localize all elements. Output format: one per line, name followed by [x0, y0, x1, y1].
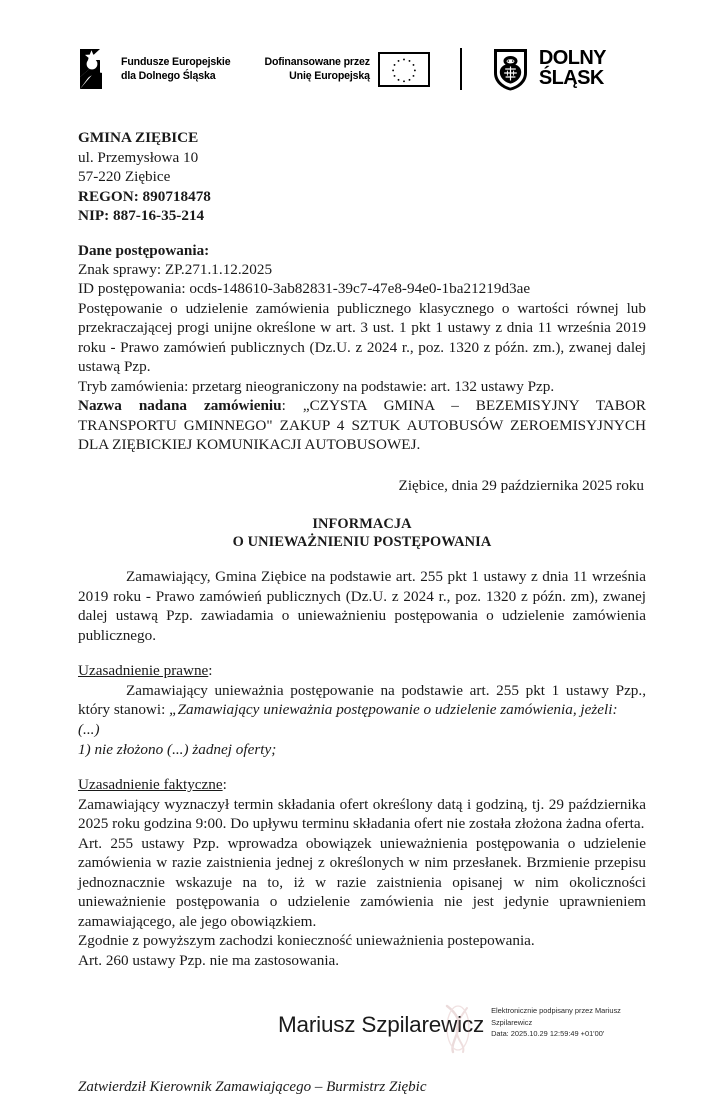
dolny-slask-logo — [492, 47, 606, 92]
european-union-flag — [378, 52, 430, 87]
regon-label: REGON: — [78, 187, 139, 205]
legal-justification-block — [78, 661, 646, 759]
factual-justification-block — [78, 775, 646, 970]
proceeding-subject-name — [78, 396, 646, 455]
legal-justification-heading — [78, 661, 646, 681]
proceeding-description: Postępowanie o udzielenie zamówienia publicznego klasycznego o wartości równej lub przekraczającej progi unijne określone w art. 3 ust. 1 pkt 1 ustawy z dnia 11 września 2019 roku - Prawo zamówień publicznych (Dz.U. z 2024 r., poz. 1320 z późn. zm.), zwanej dalej ustawą Pzp. — [78, 299, 646, 376]
factual-paragraph-1: Zamawiający wyznaczył termin składania ofert określony datą i godziną, tj. 29 października 2025 roku godzina 9:00. Do upływu terminu składania ofert nie została złożona żadna oferta. — [78, 795, 646, 833]
signature-block — [78, 1004, 646, 1070]
logo-divider — [460, 48, 462, 90]
fundusze-europejskie-mark — [78, 47, 112, 91]
proceeding-name-label: Nazwa nadana zamówieniu — [78, 397, 282, 415]
signature-name: Mariusz Szpilarewicz — [278, 1012, 485, 1038]
authority-address-block — [78, 128, 646, 226]
proceeding-id: ID postępowania: ocds-148610-3ab82831-39c7-47e8-94e0-1ba21219d3ae — [78, 280, 531, 298]
factual-justification-heading-colon: : — [222, 776, 227, 794]
legal-paragraph-quote: „Zamawiający unieważnia postępowanie o udzielenie zamówienia, jeżeli: — [169, 701, 618, 719]
european-union-text — [264, 55, 369, 83]
approval-footer: Zatwierdził Kierownik Zamawiającego – Burmistrz Ziębic — [78, 1079, 427, 1096]
document-title — [78, 515, 646, 551]
nip-label: NIP: — [78, 207, 110, 225]
dolny-slask-crest — [492, 47, 529, 92]
factual-paragraph-3: Zgodnie z powyższym zachodzi konieczność unieważnienia postepowania. — [78, 932, 535, 950]
signature-metadata — [491, 1005, 621, 1039]
authority-city: 57-220 Ziębice — [78, 168, 171, 186]
logo-bar — [78, 0, 646, 96]
proceeding-name-separator: : — [281, 397, 303, 415]
factual-paragraph-4: Art. 260 ustawy Pzp. nie ma zastosowania. — [78, 951, 340, 969]
authority-nip — [78, 206, 646, 226]
signature-inner — [278, 1004, 621, 1039]
authority-name: GMINA ZIĘBICE — [78, 129, 199, 146]
factual-justification-heading — [78, 775, 646, 795]
proceeding-case-number: Znak sprawy: ZP.271.1.12.2025 — [78, 260, 273, 278]
legal-ellipsis: (...) — [78, 720, 100, 738]
factual-justification-heading-text: Uzasadnienie faktyczne — [78, 776, 223, 794]
document-title-line-2: O UNIEWAŻNIENIU POSTĘPOWANIA — [232, 534, 492, 551]
authority-street: ul. Przemysłowa 10 — [78, 148, 199, 166]
fundusze-line-2: dla Dolnego Śląska — [121, 70, 216, 82]
proceeding-heading: Dane postępowania: — [78, 241, 210, 259]
intro-block — [78, 567, 646, 645]
fundusze-line-1: Fundusze Europejskie — [121, 55, 231, 68]
nip-value: 887-16-35-214 — [113, 207, 205, 225]
dolny-slask-line-2: ŚLĄSK — [538, 67, 604, 89]
legal-paragraph-lead: Zamawiający unieważnia postępowanie na podstawie art. 255 pkt 1 ustawy Pzp., który stanowi: — [78, 681, 646, 719]
european-union-logo — [264, 52, 429, 87]
regon-value: 890718478 — [142, 187, 211, 205]
signature-meta-line-1: Elektronicznie podpisany przez Mariusz — [491, 1006, 621, 1016]
legal-justification-heading-colon: : — [208, 662, 213, 680]
proceeding-data-block — [78, 242, 646, 455]
dolny-slask-text — [539, 49, 606, 88]
signature-meta-line-3: Data: 2025.10.29 12:59:49 +01'00' — [491, 1029, 605, 1039]
fundusze-europejskie-text — [121, 55, 230, 83]
legal-point-1: 1) nie złożono (...) żadnej oferty; — [78, 740, 277, 758]
legal-justification-heading-text: Uzasadnienie prawne — [78, 662, 209, 680]
eu-stars-icon — [380, 54, 428, 85]
authority-regon — [78, 187, 646, 207]
intro-paragraph: Zamawiający, Gmina Ziębice na podstawie art. 255 pkt 1 ustawy z dnia 11 września 2019 roku - Prawo zamówień publicznych (Dz.U. z 2024 r., poz. 1320 z późn. zm), zwanej dalej ustawą Pzp. zawiadamia o unieważnieniu postępowania o udzielenie zamówienia publicznego. — [78, 568, 646, 644]
signature-meta-line-2: Szpilarewicz — [491, 1017, 533, 1027]
place-and-date: Ziębice, dnia 29 października 2025 roku — [398, 476, 644, 494]
proceeding-name-value: „CZYSTA GMINA – BEZEMISYJNY TABOR TRANSPORTU GMINNEGO" ZAKUP 4 SZTUK AUTOBUSÓW ZEROEMISYJNYCH DLA ZIĘBICKIEJ KOMUNIKACJI AUTOBUSOWEJ. — [78, 397, 646, 454]
factual-paragraph-2: Art. 255 ustawy Pzp. wprowadza obowiązek unieważnienia postępowania o udzielenie zamówienia w razie zaistnienia jednej z określonych w nim przesłanek. Brzmienie przepisu jednoznacznie wskazuje na to, iż w razie zaistnienia opisanej w nim okoliczności unieważnienie postępowania o udzielenie zamówienia nie jest jedynie uprawnieniem zamawiającego, ale jego obowiązkiem. — [78, 834, 646, 930]
legal-justification-paragraph — [78, 681, 646, 720]
eu-line-1: Dofinansowane przez — [264, 55, 370, 68]
eu-line-2: Unię Europejską — [289, 70, 370, 82]
dolny-slask-line-1: DOLNY — [538, 47, 606, 70]
document-title-line-1: INFORMACJA — [312, 515, 412, 532]
funduszne-europejskie-logo — [78, 47, 230, 91]
proceeding-mode: Tryb zamówienia: przetarg nieograniczony na podstawie: art. 132 ustawy Pzp. — [78, 377, 555, 395]
